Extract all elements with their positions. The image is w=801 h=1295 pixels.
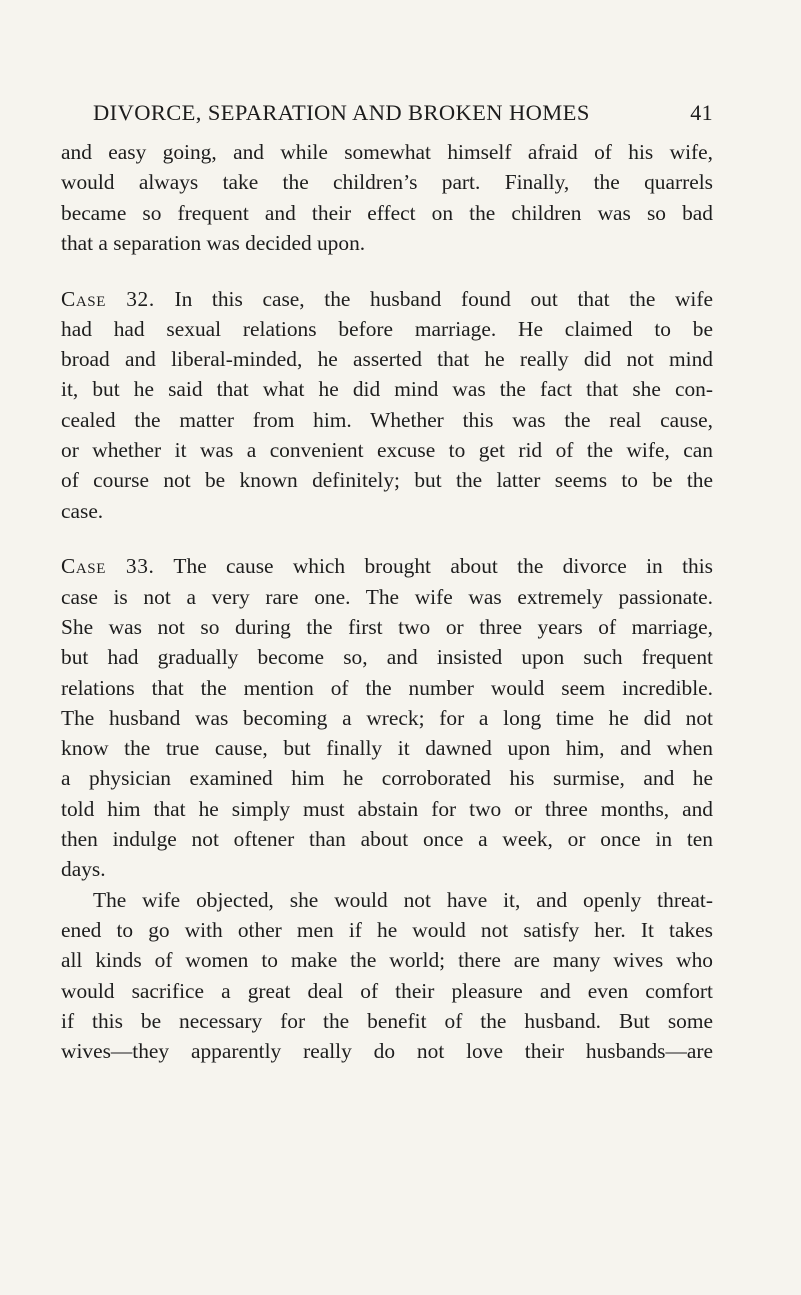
paragraph-gap (61, 526, 713, 551)
text-line (61, 284, 713, 314)
text-line: She was not so during the first two or three years of marriage, (61, 614, 713, 639)
text-line: would sacrifice a great deal of their pleasure and even comfort (61, 978, 713, 1003)
paragraph-continuation (61, 137, 713, 258)
text-line: then indulge not oftener than about once a week, or once in ten (61, 827, 713, 852)
text-line: of course not be known definitely; but the latter seems to be the (61, 468, 713, 493)
text-line: relations that the mention of the number would seem incredible. (61, 675, 713, 700)
text-line (61, 551, 713, 581)
text-line: The wife objected, she would not have it, and openly threat- (93, 887, 713, 912)
text-line: but had gradually become so, and insisted upon such frequent (61, 645, 713, 670)
text-span: In this case, the husband found out that the wife (154, 286, 713, 311)
text-line: or whether it was a convenient excuse to get rid of the wife, can (61, 438, 713, 463)
text-line: ened to go with other men if he would not satisfy her. It takes (61, 917, 713, 942)
text-line: if this be necessary for the benefit of the husband. But some (61, 1008, 713, 1033)
case-label: Case 33. (61, 554, 155, 579)
running-head (93, 100, 713, 134)
text-span: The cause which brought about the divorce in this (154, 554, 713, 579)
case-label: Case 32. (61, 286, 155, 311)
paragraph-case-32 (61, 284, 713, 526)
text-line: case. (61, 498, 104, 523)
paragraph-case-33 (61, 551, 713, 884)
text-line: would always take the children’s part. Finally, the quarrels (61, 170, 713, 195)
text-line: days. (61, 857, 106, 882)
page-number: 41 (690, 100, 713, 125)
text-line: became so frequent and their effect on the children was so bad (61, 200, 713, 225)
text-line: case is not a very rare one. The wife was extremely passionate. (61, 584, 713, 609)
paragraph-wife-objected (61, 885, 713, 1067)
text-line: wives—they apparently really do not love their husbands—are (61, 1039, 713, 1064)
text-line: and easy going, and while somewhat himself afraid of his wife, (61, 140, 713, 164)
text-line: a physician examined him he corroborated his surmise, and he (61, 766, 713, 791)
text-line: told him that he simply must abstain for two or three months, and (61, 796, 713, 821)
text-line: that a separation was decided upon. (61, 230, 366, 255)
text-line: cealed the matter from him. Whether this was the real cause, (61, 407, 713, 432)
text-line: The husband was becoming a wreck; for a long time he did not (61, 705, 713, 730)
running-title: DIVORCE, SEPARATION AND BROKEN HOMES (93, 100, 590, 125)
paragraph-gap (61, 258, 713, 283)
body-text (61, 137, 713, 1066)
text-line: it, but he said that what he did mind was the fact that she con- (61, 377, 713, 402)
text-line: had had sexual relations before marriage. He claimed to be (61, 316, 713, 341)
text-line: know the true cause, but finally it dawned upon him, and when (61, 736, 713, 761)
text-line: broad and liberal-minded, he asserted that he really did not mind (61, 347, 713, 372)
text-line: all kinds of women to make the world; there are many wives who (61, 948, 713, 973)
